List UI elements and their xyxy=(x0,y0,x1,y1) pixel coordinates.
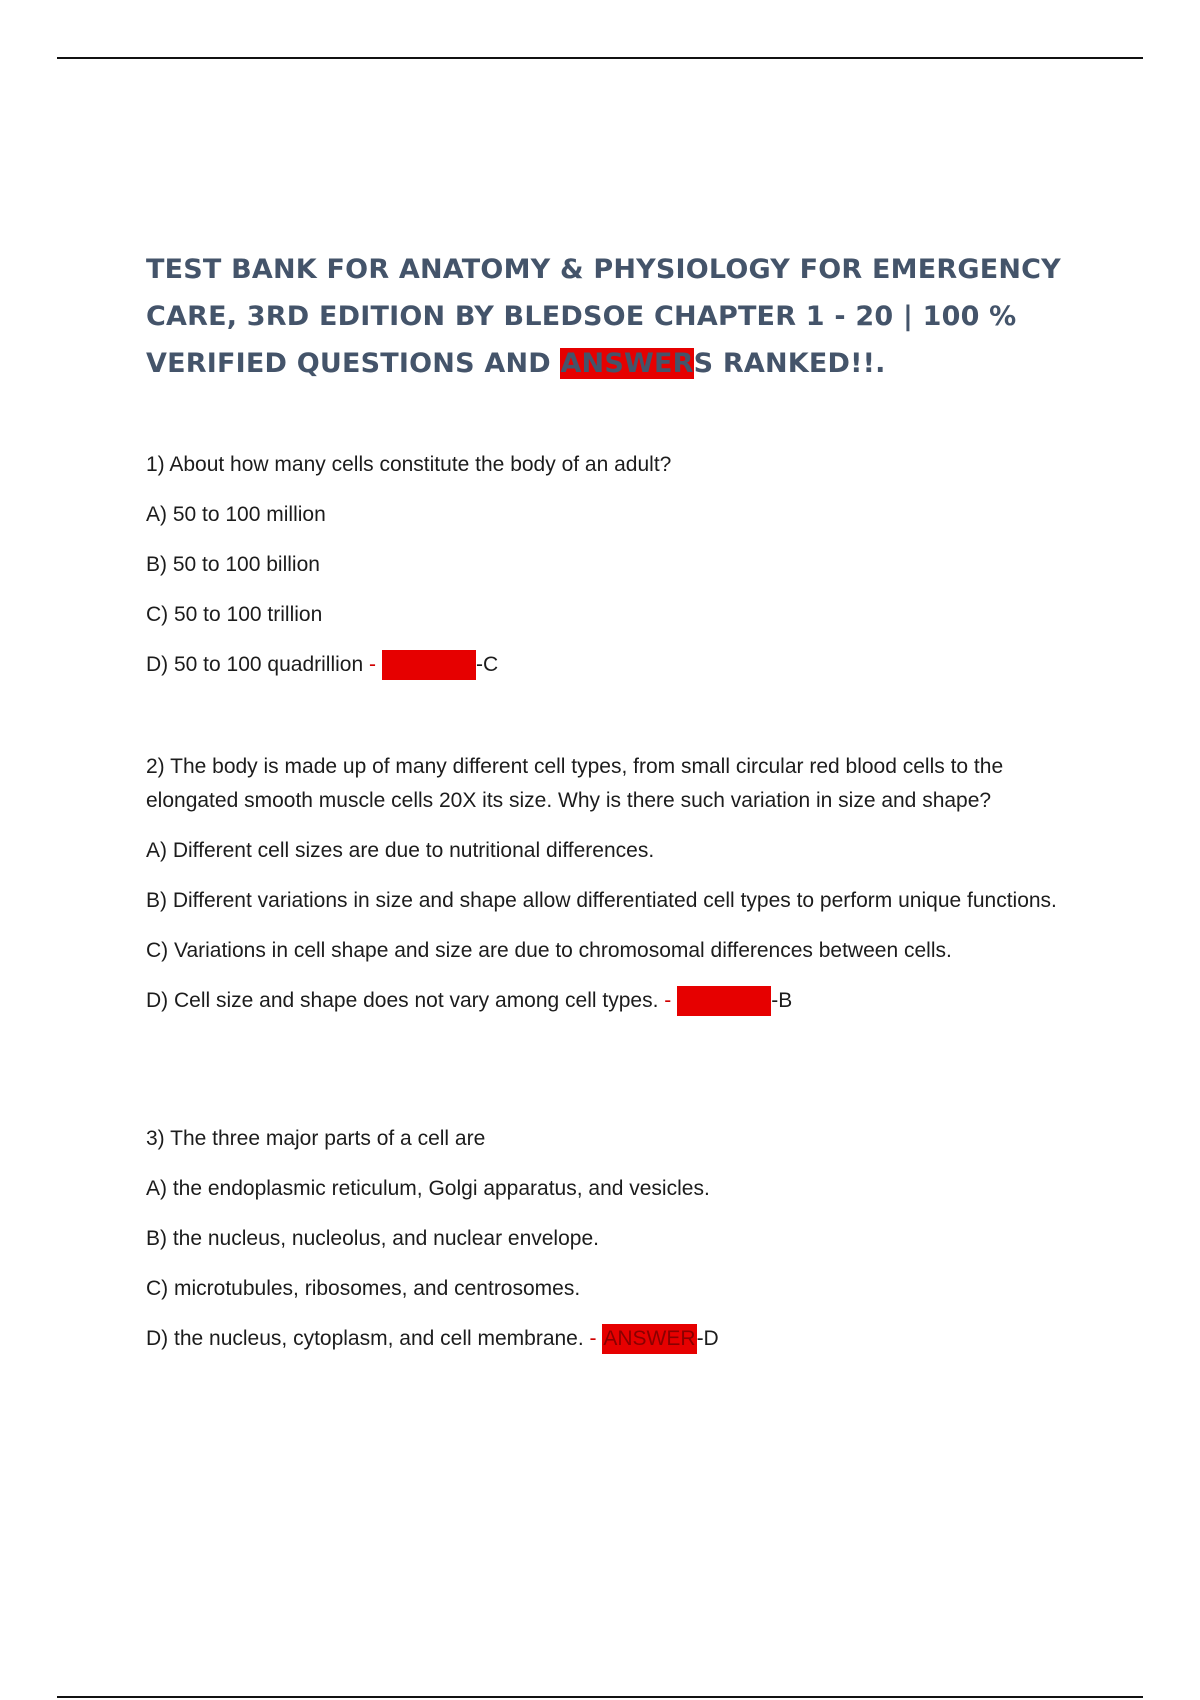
option-d-with-answer xyxy=(146,648,1086,682)
answer-letter: -B xyxy=(771,989,793,1012)
option-d-with-answer xyxy=(146,1322,1086,1356)
question-block-1 xyxy=(146,448,1086,698)
title-text: TEST BANK FOR ANATOMY & PHYSIOLOGY FOR EMERGENCY CARE, 3RD EDITION BY BLEDSOE CHAPTER 1 - 20 | 100 % VERIFIED QUESTIONS AND xyxy=(146,254,1061,379)
option-b: B) Different variations in size and shape allow differentiated cell types to perform unique functions. xyxy=(146,889,1057,912)
option-a: A) the endoplasmic reticulum, Golgi apparatus, and vesicles. xyxy=(146,1177,710,1200)
answer-letter: -C xyxy=(476,653,499,676)
question-text: 1) About how many cells constitute the body of an adult? xyxy=(146,453,672,476)
document-title xyxy=(146,246,1106,387)
question-text: 3) The three major parts of a cell are xyxy=(146,1127,486,1150)
option-c: C) microtubules, ribosomes, and centrosomes. xyxy=(146,1277,581,1300)
answer-dash: - xyxy=(583,1327,603,1350)
question-text: 2) The body is made up of many different cell types, from small circular red blood cells to the elongated smooth muscle cells 20X its size. Why is there such variation in size and shape? xyxy=(146,755,1004,812)
answer-highlight: ANSWER xyxy=(602,1324,696,1354)
option-d: D) 50 to 100 quadrillion xyxy=(146,653,364,676)
option-b: B) the nucleus, nucleolus, and nuclear envelope. xyxy=(146,1227,599,1250)
bottom-rule xyxy=(57,1696,1143,1698)
option-a: A) Different cell sizes are due to nutritional differences. xyxy=(146,839,655,862)
answer-highlight: ANSWER xyxy=(677,986,771,1016)
question-block-3 xyxy=(146,1122,1086,1372)
answer-highlight: ANSWER xyxy=(382,650,476,680)
answer-letter: -D xyxy=(696,1327,719,1350)
answer-dash: - xyxy=(363,653,382,676)
option-b: B) 50 to 100 billion xyxy=(146,553,320,576)
option-c: C) 50 to 100 trillion xyxy=(146,603,323,626)
top-rule xyxy=(57,57,1143,59)
option-d: D) Cell size and shape does not vary among cell types. xyxy=(146,989,659,1012)
option-c: C) Variations in cell shape and size are due to chromosomal differences between cells. xyxy=(146,939,952,962)
option-d: D) the nucleus, cytoplasm, and cell membrane. xyxy=(146,1327,584,1350)
option-d-with-answer xyxy=(146,984,1086,1018)
option-a: A) 50 to 100 million xyxy=(146,503,326,526)
answer-dash: - xyxy=(658,989,678,1012)
question-block-2 xyxy=(146,750,1086,1034)
title-text-end: S RANKED!!. xyxy=(693,348,886,379)
title-highlight: ANSWER xyxy=(560,348,694,379)
